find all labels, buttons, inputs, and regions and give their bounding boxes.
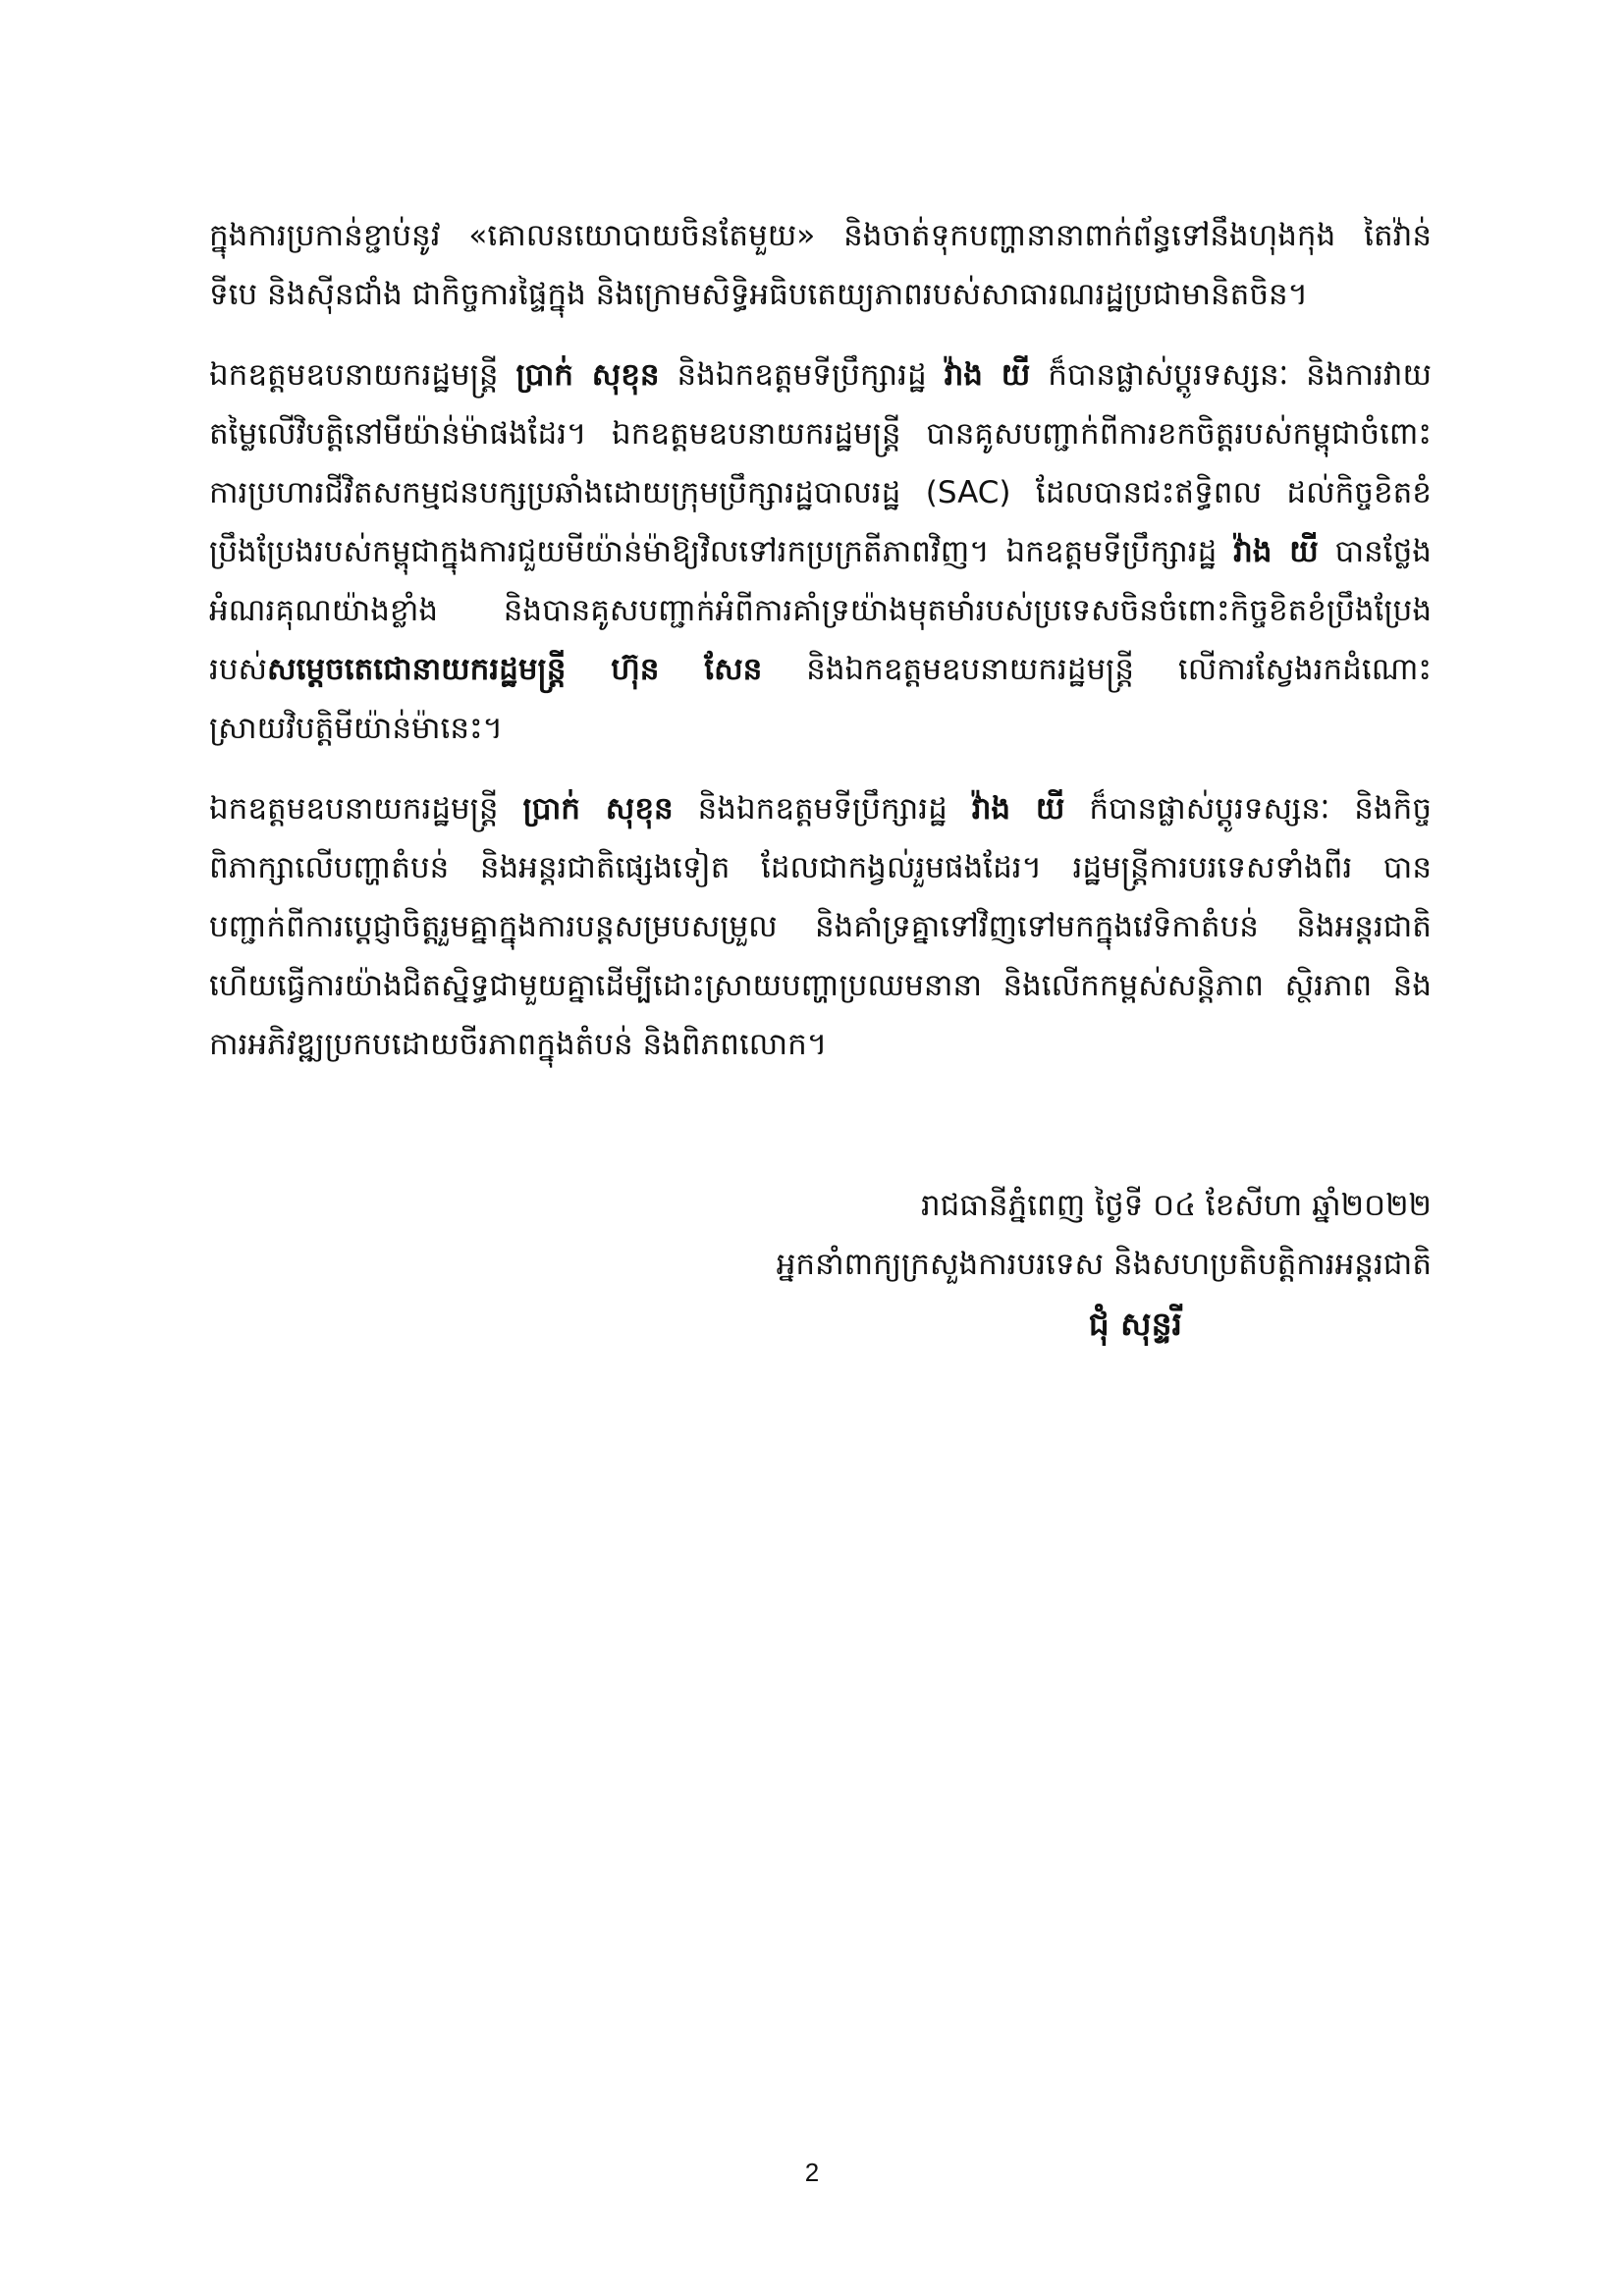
signature-block (548, 1176, 1432, 1355)
paragraph-myanmar-crisis (209, 346, 1432, 758)
text-segment: និងឯកឧត្តមឧបនាយករដ្ឋមន្ត្រី លើការស្វែងរកដំណោះស្រាយវិបត្តិមីយ៉ាន់ម៉ានេះ។ (209, 652, 1432, 746)
text-segment: និងឯកឧត្តមទីប្រឹក្សារដ្ឋ (673, 791, 972, 827)
text-segment: ឯកឧត្តមឧបនាយករដ្ឋមន្ត្រី (209, 791, 523, 827)
text-segment: និងឯកឧត្តមទីប្រឹក្សារដ្ឋ (659, 357, 945, 393)
page-number: 2 (804, 2158, 820, 2187)
text-segment: ឯកឧត្តមឧបនាយករដ្ឋមន្ត្រី (209, 357, 516, 393)
text-segment: ក៏បានផ្លាស់ប្តូរទស្សនៈ និងកិច្ចពិភាក្សាលើបញ្ហាតំបន់ និងអន្តរជាតិផ្សេងទៀត ដែលជាកង្វល់រួមផងដែរ។ រដ្ឋមន្ត្រីការបរទេសទាំងពីរ បានបញ្ជាក់ពីការប្តេជ្ញាចិត្តរួមគ្នាក្នុងការបន្តសម្របសម្រួល និងគាំទ្រគ្នាទៅវិញទៅមកក្នុងវេទិកាតំបន់ និងអន្តរជាតិ ហើយធ្វើការយ៉ាងជិតស្និទ្ធជាមួយគ្នាដើម្បីដោះស្រាយបញ្ហាប្រឈមនានា និងលើកកម្ពស់សន្តិភាព ស្ថិរភាព និងការអភិវឌ្ឍប្រកបដោយចីរភាពក្នុងតំបន់ និងពិភពលោក។ (209, 791, 1432, 1062)
bold-name-segment: វ៉ាង យី (944, 357, 1031, 393)
bold-name-segment: ប្រាក់ សុខុន (515, 357, 660, 393)
bold-name-segment: វ៉ាង យី (971, 791, 1065, 827)
date-line: រាជធានីភ្នំពេញ ថ្ងៃទី ០៤ ខែសីហា ឆ្នាំ២០២២ (920, 1188, 1432, 1223)
text-segment: បានថ្លែងអំណរគុណយ៉ាងខ្លាំង និងបានគូសបញ្ជាក់អំពីការគាំទ្រយ៉ាងមុតមាំរបស់ប្រទេសចិនចំពោះកិច្ចខិតខំប្រឹងប្រែងរបស់ (209, 534, 1432, 687)
bold-name-segment: វ៉ាង យី (1233, 534, 1319, 569)
text-segment: ក៏បានផ្លាស់ប្តូរទស្សនៈ និងការវាយតម្លៃលើវិបត្តិនៅមីយ៉ាន់ម៉ាផងដែរ។ ឯកឧត្តមឧបនាយករដ្ឋមន្ត្រី បានគូសបញ្ជាក់ពីការខកចិត្តរបស់កម្ពុជាចំពោះការប្រហារជីវិតសកម្មជនបក្សប្រឆាំងដោយក្រុមប្រឹក្សារដ្ឋបាលរដ្ឋ (SAC) ដែលបានជះឥទ្ធិពល ដល់កិច្ចខិតខំប្រឹងប្រែងរបស់កម្ពុជាក្នុងការជួយមីយ៉ាន់ម៉ាឱ្យវិលទៅរកប្រក្រតីភាពវិញ។ ឯកឧត្តមទីប្រឹក្សារដ្ឋ (209, 357, 1432, 569)
bold-name-segment: ប្រាក់ សុខុន (522, 791, 674, 827)
bold-name-segment: សម្តេចតេជោនាយករដ្ឋមន្ត្រី ហ៊ុន សែន (267, 652, 763, 687)
body-text (209, 206, 1432, 1095)
spokesperson-title: អ្នកនាំពាក្យក្រសួងការបរទេស និងសហប្រតិបត្តិការអន្តរជាតិ (776, 1247, 1432, 1282)
signatory-name: ជុំ សុន្ទរី (1088, 1305, 1182, 1343)
text-segment: ក្នុងការប្រកាន់ខ្ជាប់នូវ «គោលនយោបាយចិនតែមួយ» និងចាត់ទុកបញ្ហានានាពាក់ព័ន្ធទៅនឹងហុងកុង តៃវ៉ាន់ ទីបេ និងស៊ីនជាំង ជាកិច្ចការផ្ទៃក្នុង និងក្រោមសិទ្ធិអធិបតេយ្យភាពរបស់សាធារណរដ្ឋប្រជាមានិតចិន។ (209, 218, 1432, 312)
paragraph-regional-international (209, 779, 1432, 1074)
paragraph-china-policy (209, 206, 1432, 324)
